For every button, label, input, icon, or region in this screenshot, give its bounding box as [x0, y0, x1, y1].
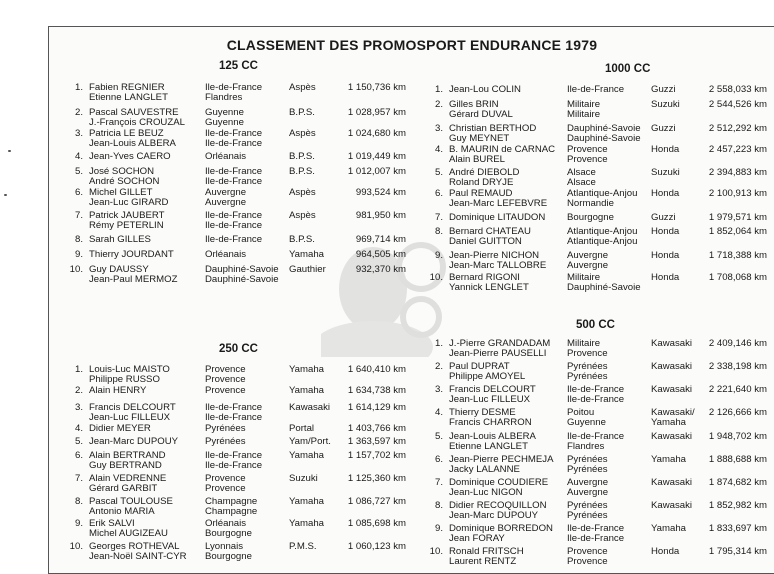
region-name: Ile-de-France — [567, 394, 625, 405]
region-name: Provence — [567, 154, 608, 165]
rank-number: 5. — [74, 166, 83, 177]
region-name: Ile-de-France — [205, 176, 263, 187]
distance-value: 1 634,738 km — [347, 385, 406, 396]
region-name: Lyonnais — [205, 541, 244, 552]
motorcycle-brand: Yamaha — [289, 518, 325, 529]
region-name: Orléanais — [205, 518, 247, 529]
rider-name: Jean-Louis ALBERA — [449, 431, 536, 442]
rider-name: J.-François CROUZAL — [89, 117, 185, 128]
rank-number: 8. — [74, 234, 83, 245]
region-name: Pyrénées — [567, 371, 608, 382]
rider-name: Philippe RUSSO — [89, 374, 160, 385]
region-name: Ile-de-France — [205, 412, 263, 423]
region-name: Provence — [567, 144, 608, 155]
rank-number: 7. — [74, 473, 83, 484]
rank-number: 5. — [74, 436, 83, 447]
rank-number: 3. — [74, 402, 83, 413]
ranking-row — [49, 431, 774, 455]
rider-name: Didier MEYER — [89, 423, 151, 434]
region-name: Auvergne — [567, 487, 609, 498]
rider-name: Jean-Pierre PAUSELLI — [449, 348, 547, 359]
distance-value: 1 718,388 km — [708, 250, 767, 261]
rider-name: Didier RECOQUILLON — [449, 500, 547, 511]
rank-number: 2. — [74, 385, 83, 396]
ranking-row — [49, 477, 774, 501]
motorcycle-brand: Yamaha — [289, 249, 325, 260]
region-name: Ile-de-France — [205, 220, 263, 231]
distance-value: 2 100,913 km — [708, 188, 767, 199]
rank-number: 3. — [74, 128, 83, 139]
distance-value: 1 012,007 km — [347, 166, 406, 177]
motorcycle-brand: Guzzi — [651, 123, 676, 134]
motorcycle-brand: Suzuki — [651, 167, 680, 178]
motorcycle-brand: Honda — [651, 250, 680, 261]
rider-name: Etienne LANGLET — [449, 441, 528, 452]
distance-value: 1 708,068 km — [708, 272, 767, 283]
ranking-row — [49, 384, 774, 408]
distance-value: 1 085,698 km — [347, 518, 406, 529]
region-name: Auvergne — [205, 197, 247, 208]
region-name: Pyrénées — [567, 361, 608, 372]
region-name: Pyrénées — [567, 510, 608, 521]
motorcycle-brand: Yamaha — [289, 364, 325, 375]
rider-name: Gérard DUVAL — [449, 109, 513, 120]
motorcycle-brand: Aspès — [289, 128, 316, 139]
scan-speck — [4, 194, 7, 196]
region-name: Alsace — [567, 177, 596, 188]
region-name: Bourgogne — [205, 528, 252, 539]
rider-name: Philippe AMOYEL — [449, 371, 526, 382]
distance-value: 993,524 km — [355, 187, 406, 198]
motorcycle-brand: Aspès — [289, 82, 316, 93]
motorcycle-brand: Portal — [289, 423, 315, 434]
rider-name: Jean-Luc FILLEUX — [449, 394, 531, 405]
rank-number: 4. — [74, 423, 83, 434]
region-name: Ile-de-France — [205, 82, 263, 93]
region-name: Ile-de-France — [567, 533, 625, 544]
motorcycle-brand: B.P.S. — [289, 107, 315, 118]
distance-value: 1 948,702 km — [708, 431, 767, 442]
rider-name: Jean-Noël SAINT-CYR — [89, 551, 187, 562]
rank-number: 10. — [69, 264, 83, 275]
motorcycle-brand: Gauthier — [289, 264, 326, 275]
rider-name: Fabien REGNIER — [89, 82, 165, 93]
region-name: Alsace — [567, 167, 596, 178]
region-name: Dauphiné-Savoie — [567, 282, 641, 293]
ranking-row — [49, 99, 774, 123]
motorcycle-brand: Honda — [651, 188, 680, 199]
rider-name: Gérard GARBIT — [89, 483, 158, 494]
category-heading: 1000 CC — [605, 63, 651, 75]
region-name: Champagne — [205, 506, 258, 517]
region-name: Flandres — [567, 441, 605, 452]
category-heading: 250 CC — [219, 343, 258, 355]
ranking-row — [49, 407, 774, 431]
motorcycle-brand: Kawasaki — [651, 338, 693, 349]
ranking-row — [49, 188, 774, 212]
distance-value: 2 338,198 km — [708, 361, 767, 372]
region-name: Provence — [205, 483, 246, 494]
rider-name: Thierry DESME — [449, 407, 516, 418]
distance-value: 2 457,223 km — [708, 144, 767, 155]
rider-name: Jean-Paul MERMOZ — [89, 274, 178, 285]
rider-name: Dominique BORREDON — [449, 523, 553, 534]
rank-number: 2. — [434, 99, 443, 110]
distance-value: 1 852,064 km — [708, 226, 767, 237]
motorcycle-brand: Kawasaki — [651, 500, 693, 511]
rank-number: 6. — [434, 188, 443, 199]
distance-value: 1 060,123 km — [347, 541, 406, 552]
region-name: Bourgogne — [567, 212, 614, 223]
region-name: Ile-de-France — [205, 166, 263, 177]
rank-number: 4. — [434, 144, 443, 155]
motorcycle-brand: Yamaha — [651, 454, 687, 465]
rank-number: 1. — [434, 338, 443, 349]
motorcycle-brand: Honda — [651, 144, 680, 155]
rank-number: 8. — [434, 226, 443, 237]
ranking-row — [49, 250, 774, 274]
rider-name: Georges ROTHEVAL — [89, 541, 180, 552]
region-name: Pyrénées — [567, 500, 608, 511]
rider-name: Roland DRYJE — [449, 177, 514, 188]
rider-name: Jean-Yves CAERO — [89, 151, 171, 162]
distance-value: 1 403,766 km — [347, 423, 406, 434]
region-name: Pyrénées — [567, 454, 608, 465]
rider-name: Pascal TOULOUSE — [89, 496, 173, 507]
motorcycle-brand: B.P.S. — [289, 151, 315, 162]
motorcycle-brand: Yamaha — [651, 523, 687, 534]
motorcycle-brand: Yam/Port. — [289, 436, 331, 447]
rank-number: 8. — [434, 500, 443, 511]
rider-name: Jean-Marc DUPOUY — [89, 436, 179, 447]
rider-name: Jean-Luc FILLEUX — [89, 412, 171, 423]
rider-name: Erik SALVI — [89, 518, 135, 529]
rider-name: Jean-Lou COLIN — [449, 84, 521, 95]
rank-number: 6. — [74, 187, 83, 198]
region-name: Guyenne — [205, 117, 244, 128]
motorcycle-brand: Suzuki — [289, 473, 318, 484]
rider-name: Michel GILLET — [89, 187, 153, 198]
rider-name: Etienne LANGLET — [89, 92, 168, 103]
region-name: Militaire — [567, 272, 601, 283]
motorcycle-brand: Yamaha — [289, 496, 325, 507]
rider-name: André SOCHON — [89, 176, 160, 187]
region-name: Pyrénées — [205, 436, 246, 447]
rank-number: 9. — [434, 250, 443, 261]
rider-name: Guy DAUSSY — [89, 264, 149, 275]
motorcycle-brand: Suzuki — [651, 99, 680, 110]
rider-name: Antonio MARIA — [89, 506, 155, 517]
region-name: Ile-de-France — [205, 460, 263, 471]
region-name: Orléanais — [205, 151, 247, 162]
rider-name: Jean-Marc TALLOBRE — [449, 260, 547, 271]
rank-number: 9. — [74, 518, 83, 529]
distance-value: 1 852,982 km — [708, 500, 767, 511]
region-name: Atlantique-Anjou — [567, 226, 638, 237]
distance-value: 969,714 km — [355, 234, 406, 245]
motorcycle-brand: B.P.S. — [289, 166, 315, 177]
category-heading: 500 CC — [576, 319, 615, 331]
rank-number: 5. — [434, 167, 443, 178]
region-name: Dauphiné-Savoie — [567, 123, 641, 134]
ranking-row — [49, 546, 774, 570]
distance-value: 2 221,640 km — [708, 384, 767, 395]
distance-value: 2 126,666 km — [708, 407, 767, 418]
region-name: Guyenne — [567, 417, 606, 428]
motorcycle-brand: Yamaha — [289, 385, 325, 396]
rank-number: 4. — [434, 407, 443, 418]
rider-name: Jean-Louis ALBERA — [89, 138, 176, 149]
rider-name: Patricia LE BEUZ — [89, 128, 164, 139]
region-name: Dauphiné-Savoie — [567, 133, 641, 144]
rank-number: 4. — [74, 151, 83, 162]
rider-name: Guy BERTRAND — [89, 460, 162, 471]
rider-name: Francis DELCOURT — [89, 402, 176, 413]
rider-name: Jean-Pierre NICHON — [449, 250, 540, 261]
distance-value: 981,950 km — [355, 210, 406, 221]
rider-name: Paul REMAUD — [449, 188, 513, 199]
rank-number: 9. — [434, 523, 443, 534]
motorcycle-brand: Yamaha — [651, 417, 687, 428]
distance-value: 1 157,702 km — [347, 450, 406, 461]
rider-name: Ronald FRITSCH — [449, 546, 524, 557]
region-name: Militaire — [567, 338, 601, 349]
distance-value: 932,370 km — [355, 264, 406, 275]
motorcycle-brand: Kawasaki — [289, 402, 331, 413]
rank-number: 5. — [434, 431, 443, 442]
region-name: Ile-de-France — [567, 431, 625, 442]
motorcycle-brand: Guzzi — [651, 84, 676, 95]
region-name: Ile-de-France — [567, 384, 625, 395]
region-name: Dauphiné-Savoie — [205, 274, 279, 285]
rider-name: Paul DUPRAT — [449, 361, 510, 372]
motorcycle-brand: Kawasaki — [651, 431, 693, 442]
rider-name: Jacky LALANNE — [449, 464, 520, 475]
region-name: Provence — [567, 556, 608, 567]
rank-number: 10. — [429, 272, 443, 283]
rider-name: J.-Pierre GRANDADAM — [449, 338, 551, 349]
distance-value: 1 795,314 km — [708, 546, 767, 557]
region-name: Atlantique-Anjou — [567, 188, 638, 199]
region-name: Auvergne — [567, 260, 609, 271]
scan-speck — [8, 150, 11, 152]
rider-name: Rémy PETERLIN — [89, 220, 164, 231]
distance-value: 1 024,680 km — [347, 128, 406, 139]
rank-number: 6. — [434, 454, 443, 465]
motorcycle-brand: Honda — [651, 546, 680, 557]
rider-name: Jean-Pierre PECHMEJA — [449, 454, 554, 465]
rider-name: Alain BUREL — [449, 154, 505, 165]
region-name: Pyrénées — [567, 464, 608, 475]
region-name: Provence — [205, 473, 246, 484]
region-name: Militaire — [567, 109, 601, 120]
motorcycle-brand: Honda — [651, 272, 680, 283]
rider-name: Francis DELCOURT — [449, 384, 536, 395]
rider-name: Sarah GILLES — [89, 234, 151, 245]
motorcycle-brand: Kawasaki/ — [651, 407, 695, 418]
rank-number: 10. — [429, 546, 443, 557]
distance-value: 2 512,292 km — [708, 123, 767, 134]
motorcycle-brand: Honda — [651, 226, 680, 237]
rider-name: Bernard CHATEAU — [449, 226, 531, 237]
region-name: Auvergne — [567, 477, 609, 488]
rider-name: Jean-Luc NIGON — [449, 487, 523, 498]
region-name: Champagne — [205, 496, 258, 507]
motorcycle-brand: B.P.S. — [289, 234, 315, 245]
ranking-row — [49, 500, 774, 524]
region-name: Poitou — [567, 407, 595, 418]
rider-name: Jean-Marc LEFEBVRE — [449, 198, 548, 209]
region-name: Ile-de-France — [205, 128, 263, 139]
rider-name: Thierry JOURDANT — [89, 249, 174, 260]
region-name: Provence — [205, 385, 246, 396]
motorcycle-brand: Kawasaki — [651, 477, 693, 488]
rider-name: Yannick LENGLET — [449, 282, 529, 293]
rank-number: 7. — [74, 210, 83, 221]
rank-number: 1. — [74, 82, 83, 93]
motorcycle-brand: Kawasaki — [651, 361, 693, 372]
distance-value: 1 640,410 km — [347, 364, 406, 375]
region-name: Ile-de-France — [567, 523, 625, 534]
region-name: Orléanais — [205, 249, 247, 260]
rider-name: André DIEBOLD — [449, 167, 520, 178]
rider-name: Dominique LITAUDON — [449, 212, 546, 223]
rider-name: Guy MEYNET — [449, 133, 510, 144]
distance-value: 1 150,736 km — [347, 82, 406, 93]
page-title: CLASSEMENT DES PROMOSPORT ENDURANCE 1979 — [226, 37, 598, 53]
ranking-row — [49, 338, 774, 362]
region-name: Pyrénées — [205, 423, 246, 434]
rider-name: Pascal SAUVESTRE — [89, 107, 179, 118]
distance-value: 1 086,727 km — [347, 496, 406, 507]
rider-name: Bernard RIGONI — [449, 272, 520, 283]
rider-name: B. MAURIN de CARNAC — [449, 144, 556, 155]
rider-name: Laurent RENTZ — [449, 556, 517, 567]
distance-value: 1 833,697 km — [708, 523, 767, 534]
rank-number: 9. — [74, 249, 83, 260]
region-name: Provence — [205, 364, 246, 375]
region-name: Provence — [567, 348, 608, 359]
rider-name: José SOCHON — [89, 166, 155, 177]
rank-number: 2. — [434, 361, 443, 372]
region-name: Auvergne — [205, 187, 247, 198]
distance-value: 1 028,957 km — [347, 107, 406, 118]
distance-value: 1 874,682 km — [708, 477, 767, 488]
distance-value: 1 888,688 km — [708, 454, 767, 465]
distance-value: 1 125,360 km — [347, 473, 406, 484]
rider-name: Louis-Luc MAISTO — [89, 364, 170, 375]
ranking-row — [49, 272, 774, 296]
region-name: Provence — [205, 374, 246, 385]
distance-value: 2 394,883 km — [708, 167, 767, 178]
distance-value: 2 409,146 km — [708, 338, 767, 349]
ranking-row — [49, 144, 774, 168]
results-page — [48, 26, 774, 574]
distance-value: 1 363,597 km — [347, 436, 406, 447]
region-name: Ile-de-France — [205, 450, 263, 461]
ranking-row — [49, 454, 774, 478]
rank-number: 1. — [434, 84, 443, 95]
rider-name: Alain HENRY — [89, 385, 147, 396]
region-name: Militaire — [567, 99, 601, 110]
region-name: Ile-de-France — [205, 234, 263, 245]
rank-number: 10. — [69, 541, 83, 552]
region-name: Dauphiné-Savoie — [205, 264, 279, 275]
region-name: Normandie — [567, 198, 614, 209]
motorcycle-brand: Aspès — [289, 210, 316, 221]
region-name: Ile-de-France — [205, 138, 263, 149]
region-name: Ile-de-France — [205, 210, 263, 221]
motorcycle-brand: Aspès — [289, 187, 316, 198]
region-name: Ile-de-France — [205, 402, 263, 413]
rank-number: 3. — [434, 384, 443, 395]
rider-name: Francis CHARRON — [449, 417, 532, 428]
rider-name: Alain BERTRAND — [89, 450, 166, 461]
rank-number: 6. — [74, 450, 83, 461]
rank-number: 8. — [74, 496, 83, 507]
rank-number: 1. — [74, 364, 83, 375]
region-name: Guyenne — [205, 107, 244, 118]
rider-name: Daniel GUITTON — [449, 236, 522, 247]
distance-value: 964,505 km — [355, 249, 406, 260]
distance-value: 2 558,033 km — [708, 84, 767, 95]
ranking-row — [49, 226, 774, 250]
rider-name: Dominique COUDIERE — [449, 477, 549, 488]
ranking-row — [49, 361, 774, 385]
distance-value: 1 614,129 km — [347, 402, 406, 413]
ranking-row — [49, 523, 774, 547]
region-name: Ile-de-France — [567, 84, 625, 95]
region-name: Atlantique-Anjou — [567, 236, 638, 247]
motorcycle-brand: Guzzi — [651, 212, 676, 223]
category-heading: 125 CC — [219, 60, 258, 72]
distance-value: 2 544,526 km — [708, 99, 767, 110]
rank-number: 3. — [434, 123, 443, 134]
region-name: Provence — [567, 546, 608, 557]
motorcycle-brand: P.M.S. — [289, 541, 317, 552]
rider-name: Alain VEDRENNE — [89, 473, 167, 484]
region-name: Auvergne — [567, 250, 609, 261]
motorcycle-brand: Kawasaki — [651, 384, 693, 395]
distance-value: 1 979,571 km — [708, 212, 767, 223]
motorcycle-brand: Yamaha — [289, 450, 325, 461]
rider-name: Michel AUGIZEAU — [89, 528, 168, 539]
rider-name: Jean-Marc DUPOUY — [449, 510, 539, 521]
distance-value: 1 019,449 km — [347, 151, 406, 162]
rider-name: Patrick JAUBERT — [89, 210, 165, 221]
rider-name: Gilles BRIN — [449, 99, 499, 110]
rider-name: Jean FORAY — [449, 533, 505, 544]
rank-number: 7. — [434, 477, 443, 488]
rank-number: 2. — [74, 107, 83, 118]
rank-number: 7. — [434, 212, 443, 223]
region-name: Flandres — [205, 92, 243, 103]
rider-name: Christian BERTHOD — [449, 123, 537, 134]
region-name: Bourgogne — [205, 551, 252, 562]
rider-name: Jean-Luc GIRARD — [89, 197, 169, 208]
